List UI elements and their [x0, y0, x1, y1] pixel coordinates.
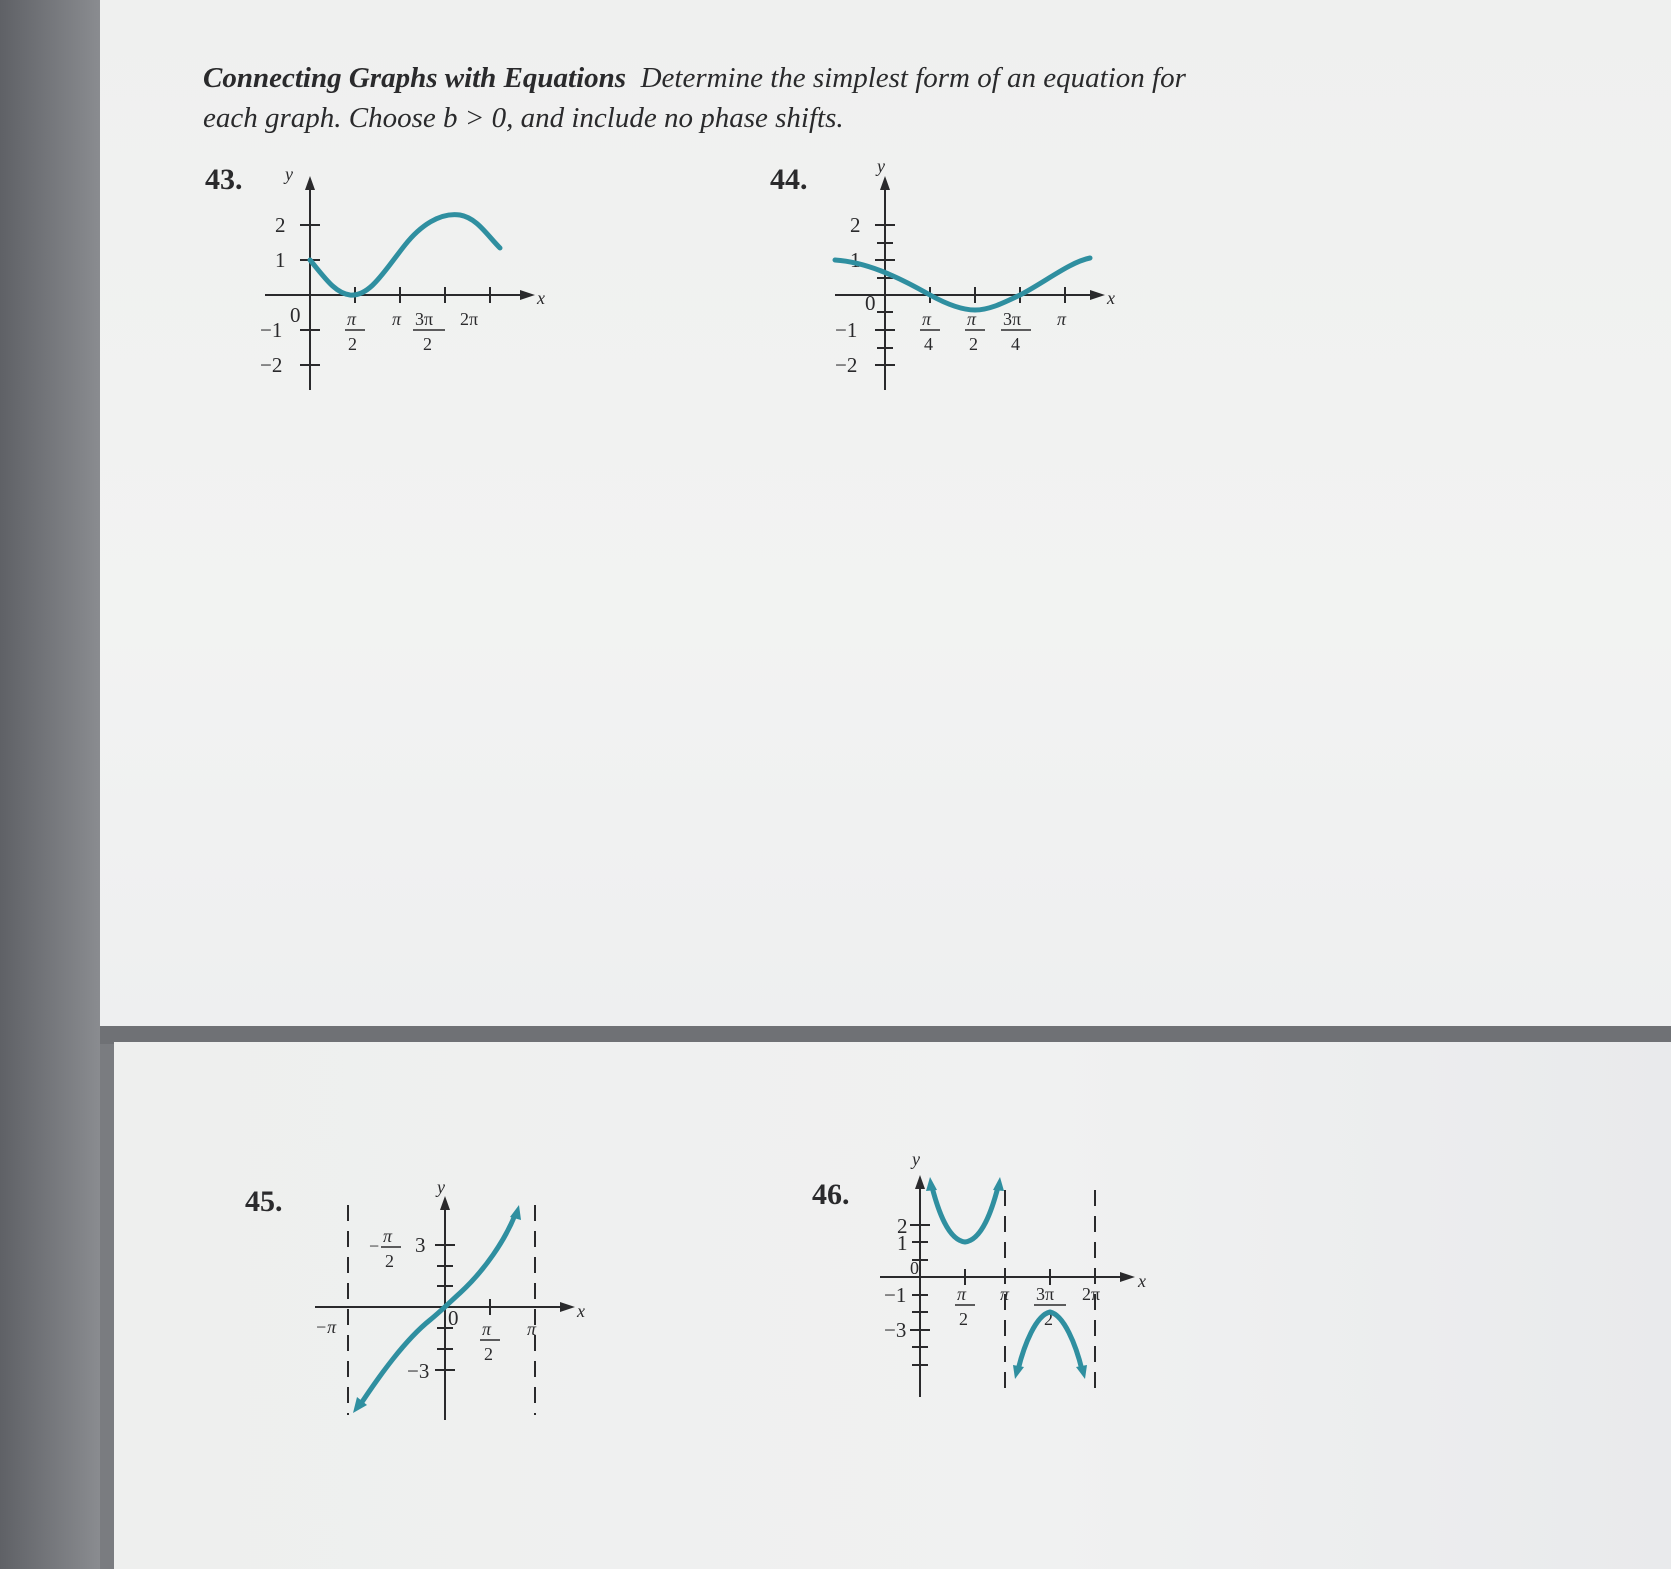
textbook-page-top	[100, 0, 1671, 1030]
instructions-line1: Determine the simplest form of an equation for	[640, 62, 1186, 94]
y-tick-label: −1	[835, 318, 858, 342]
y-axis-label: y	[285, 164, 293, 184]
x-tick-label: π	[383, 1226, 393, 1246]
x-tick-label: 2π	[1082, 1284, 1101, 1304]
problem-43-graph	[255, 160, 555, 390]
curve-43	[310, 215, 500, 296]
problem-46-graph	[870, 1149, 1170, 1405]
x-tick-label: π	[347, 309, 357, 329]
x-tick-label: 2	[385, 1251, 394, 1271]
x-tick-label: 3π	[1036, 1284, 1055, 1304]
x-tick-label: 2	[484, 1344, 493, 1364]
problem-46-number: 46.	[812, 1178, 850, 1211]
x-axis-label: x	[1138, 1271, 1146, 1291]
x-tick-label: π	[967, 309, 977, 329]
y-tick-label: 1	[850, 248, 861, 272]
x-tick-label: 4	[924, 334, 933, 354]
instructions-variable-b: b	[443, 102, 458, 134]
y-tick-label: 2	[275, 213, 286, 237]
x-tick-label: π	[392, 309, 402, 329]
x-tick-label: π	[482, 1319, 492, 1339]
y-axis-label: y	[912, 1149, 920, 1169]
origin-label: 0	[910, 1258, 919, 1278]
origin-label: 0	[448, 1306, 459, 1330]
y-tick-label: 2	[850, 213, 861, 237]
problem-45-graph	[305, 1175, 605, 1425]
background-edge	[0, 0, 100, 1569]
y-tick-label: 2	[897, 1214, 908, 1238]
origin-label: 0	[865, 291, 876, 315]
x-tick-label: π	[1000, 1284, 1010, 1304]
y-tick-label: −3	[884, 1318, 907, 1342]
problem-44-number: 44.	[770, 163, 808, 196]
y-tick-label: 1	[275, 248, 286, 272]
instructions	[203, 58, 1403, 138]
x-tick-label: 2	[959, 1309, 968, 1329]
x-tick-label: 2π	[460, 309, 479, 329]
origin-label: 0	[290, 303, 301, 327]
x-axis-arrow	[520, 290, 535, 300]
problem-45-number: 45.	[245, 1185, 283, 1218]
curve-arrow	[1013, 1365, 1024, 1379]
y-tick-label: −1	[260, 318, 283, 342]
y-tick-label: −2	[260, 353, 283, 377]
x-tick-label: 2	[1044, 1309, 1053, 1329]
curve-arrow	[993, 1177, 1004, 1191]
y-tick-label: −2	[835, 353, 858, 377]
x-tick-label: 2	[423, 334, 432, 354]
instructions-line2a: each graph. Choose	[203, 102, 444, 134]
x-tick-label: 3π	[1003, 309, 1022, 329]
y-axis-label: y	[877, 156, 885, 176]
x-axis-label: x	[537, 288, 545, 308]
y-tick-label: −1	[884, 1283, 907, 1307]
instructions-line2c: > 0, and include no phase shifts.	[457, 102, 844, 134]
y-tick-label: 1	[897, 1231, 908, 1255]
y-tick-label: 3	[415, 1233, 426, 1257]
y-axis-label: y	[437, 1177, 445, 1197]
x-tick-label: π	[1057, 309, 1067, 329]
y-axis-arrow	[305, 176, 315, 190]
x-tick-label: 2	[969, 334, 978, 354]
x-tick-label: π	[527, 1319, 537, 1339]
curve-arrow	[1076, 1365, 1087, 1379]
x-axis-label: x	[577, 1301, 585, 1321]
x-tick-label: 3π	[415, 309, 434, 329]
section-title: Connecting Graphs with Equations	[203, 62, 627, 94]
y-tick-label: −3	[407, 1359, 430, 1383]
x-tick-label: 2	[348, 334, 357, 354]
x-tick-label: −π	[315, 1317, 337, 1337]
x-tick-label: π	[957, 1284, 967, 1304]
problem-44-graph	[825, 156, 1125, 390]
x-tick-label: 4	[1011, 334, 1020, 354]
x-tick-label: π	[922, 309, 932, 329]
x-axis-label: x	[1107, 288, 1115, 308]
curve-arrow	[926, 1177, 937, 1191]
curve-46-upper	[932, 1187, 998, 1242]
problem-43-number: 43.	[205, 163, 243, 196]
x-tick-label: −	[369, 1236, 380, 1256]
